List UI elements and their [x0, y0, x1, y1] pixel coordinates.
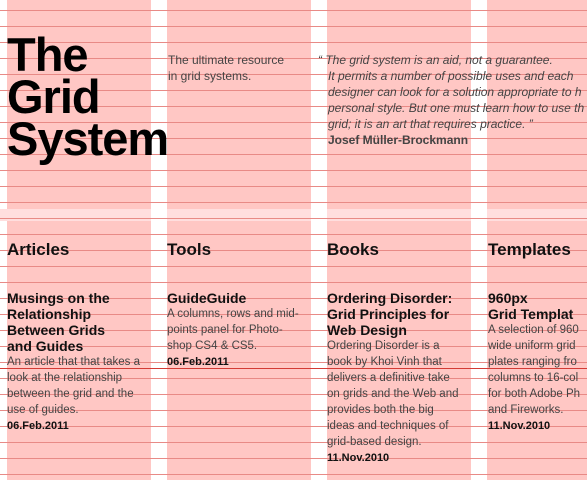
item-description — [327, 338, 473, 450]
section-heading-templates[interactable]: Templates — [488, 240, 571, 259]
site-title-line: The — [7, 28, 88, 81]
item-description-line: An article that that takes a — [7, 356, 140, 368]
item-description-line: A columns, rows and mid- — [167, 308, 299, 320]
item-description-line: provides both the big — [327, 404, 434, 416]
item-description-line: grid-based design. — [327, 436, 422, 448]
item-title-line[interactable]: Web Design — [327, 322, 407, 338]
item-title-line[interactable]: Relationship — [7, 306, 92, 322]
item-description-line: between the grid and the — [7, 388, 134, 400]
item-title-line[interactable]: Musings on the — [7, 290, 110, 306]
item-description-line: A selection of 960 — [488, 324, 579, 336]
item-description — [167, 306, 313, 354]
intro-line: in grid systems. — [168, 69, 252, 83]
quote-line: It permits a number of possible uses and each — [328, 69, 574, 83]
item-date: 06.Feb.2011 — [167, 356, 229, 368]
item-description-line: points panel for Photo- — [167, 324, 283, 336]
list-item[interactable] — [167, 290, 313, 370]
item-date: 06.Feb.2011 — [7, 420, 69, 432]
item-description-line: on grids and the Web and — [327, 388, 459, 400]
section-heading-books[interactable]: Books — [327, 240, 379, 259]
item-description-line: wide uniform grid — [488, 340, 576, 352]
quote-block — [318, 52, 587, 148]
section-heading-tools[interactable]: Tools — [167, 240, 212, 259]
item-description-line: for both Adobe Ph — [488, 388, 581, 400]
item-description-line: ideas and techniques of — [327, 420, 449, 432]
site-title — [7, 28, 169, 165]
list-item[interactable] — [327, 290, 473, 466]
quote-author: Josef Müller-Brockmann — [328, 133, 469, 147]
item-description-line: use of guides. — [7, 404, 79, 416]
site-intro — [168, 52, 308, 84]
item-title-line[interactable]: Grid Principles for — [327, 306, 450, 322]
item-title-line[interactable]: and Guides — [7, 338, 84, 354]
list-item[interactable] — [7, 290, 153, 434]
item-description-line: and Fireworks. — [488, 404, 564, 416]
item-title[interactable] — [488, 290, 587, 322]
list-item[interactable] — [488, 290, 587, 434]
item-date: 11.Nov.2010 — [488, 420, 551, 432]
intro-line: The ultimate resource — [168, 53, 285, 67]
section-heading-articles[interactable]: Articles — [7, 240, 70, 259]
item-title-line[interactable]: Between Grids — [7, 322, 106, 338]
item-description — [7, 354, 153, 418]
item-date: 11.Nov.2010 — [327, 452, 390, 464]
item-description-line: shop CS4 & CS5. — [167, 340, 258, 352]
item-title-line[interactable]: GuideGuide — [167, 290, 247, 306]
quote-line: grid; it is an art that requires practice. ” — [328, 117, 533, 131]
item-description-line: book by Khoi Vinh that — [327, 356, 442, 368]
item-description — [488, 322, 587, 418]
item-title-line[interactable]: Grid Templat — [488, 306, 574, 322]
item-description-line: delivers a definitive take — [327, 372, 450, 384]
item-title-line[interactable]: Ordering Disorder: — [327, 290, 453, 306]
site-title-line: System — [7, 112, 169, 165]
site-title-line: Grid — [7, 70, 100, 123]
item-description-line: plates ranging fro — [488, 356, 577, 368]
item-title[interactable] — [327, 290, 473, 338]
quote-line: personal style. But one must learn how to use th — [328, 101, 585, 115]
quote-line: designer can look for a solution appropriate to h — [328, 85, 582, 99]
item-description-line: columns to 16-col — [488, 372, 579, 384]
quote-line: “ The grid system is an aid, not a guarantee. — [318, 53, 553, 67]
item-title[interactable] — [7, 290, 153, 354]
item-description-line: look at the relationship — [7, 372, 123, 384]
item-title[interactable] — [167, 290, 313, 306]
item-title-line[interactable]: 960px — [488, 290, 528, 306]
item-description-line: Ordering Disorder is a — [327, 340, 440, 352]
